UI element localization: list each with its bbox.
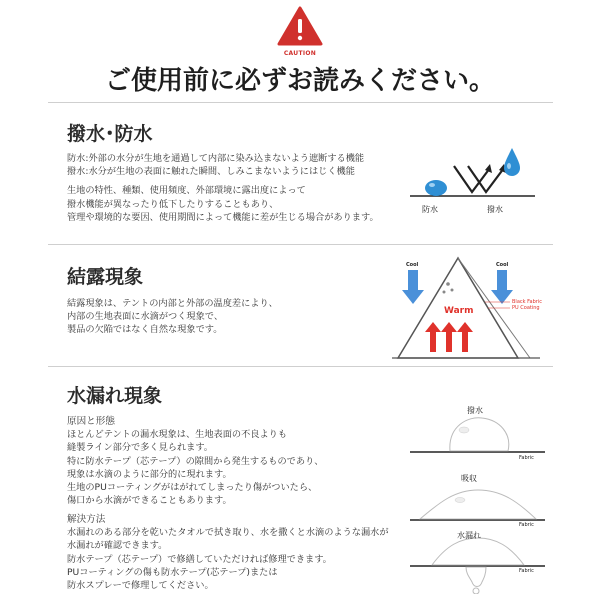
section-leak-title: 水漏れ現象 <box>67 385 163 407</box>
section-waterproof-title: 撥水･防水 <box>67 123 153 145</box>
divider <box>48 366 553 367</box>
leak-diagram-label-2: 吸収 <box>461 474 477 483</box>
text-line: 撥水:水分が生地の表面に触れた瞬間、しみこまないようにはじく機能 <box>67 166 355 178</box>
text-line: 水漏れが確認できます。 <box>67 540 168 552</box>
text-line: 防水テープ（芯テープ）で修繕していただければ修理できます。 <box>67 553 332 565</box>
section-condensation-text <box>67 297 278 337</box>
section-waterproof-text <box>67 152 379 224</box>
warning-icon <box>277 6 323 46</box>
black-fabric-label: Black Fabric <box>512 299 542 305</box>
fabric-label-3: Fabric <box>519 568 534 574</box>
section-leak-solution <box>67 513 389 592</box>
text-line: 撥水機能が異なったり低下したりすることもあり、 <box>67 198 279 210</box>
text-line: 結露現象は、テントの内部と外部の温度差により、 <box>67 298 278 309</box>
text-line: 生地のPUコーティングがはがれてしまったり傷がついたら、 <box>67 482 318 494</box>
fabric-label-2: Fabric <box>519 522 534 528</box>
subheading: 原因と形態 <box>67 416 115 427</box>
waterproof-label: 防水 <box>422 205 438 214</box>
cool-right-label: Cool <box>496 262 509 268</box>
section-condensation-title: 結露現象 <box>67 266 144 288</box>
leak-diagram-label-3: 水漏れ <box>457 531 481 540</box>
caution-badge <box>277 6 323 62</box>
text-line: 縫製ライン部分で多く見られます。 <box>67 442 213 454</box>
text-line: 現象は水滴のように部分的に現れます。 <box>67 468 232 480</box>
text-line: 防水スプレーで修理してください。 <box>67 580 214 592</box>
warm-label: Warm <box>444 306 474 316</box>
leak-diagrams <box>410 402 550 594</box>
water-repellent-label: 撥水 <box>487 205 503 214</box>
pu-coating-label: PU Coating <box>512 305 540 311</box>
divider <box>48 102 553 103</box>
text-line: 内部の生地表面に水滴がつく現象で、 <box>67 311 224 323</box>
divider <box>48 244 553 245</box>
text-line: 生地の特性、種類、使用頻度、外部環境に露出度によって <box>67 185 306 197</box>
text-line: 防水:外部の水分が生地を通過して内部に染み込まないよう遮断する機能 <box>67 153 365 164</box>
text-line: PUコーティングの傷も防水テープ(芯テープ)または <box>67 566 278 578</box>
fabric-label-1: Fabric <box>519 455 534 461</box>
section-leak-cause <box>67 415 323 507</box>
text-line: 傷口から水滴ができることもあります。 <box>67 495 232 507</box>
subheading: 解決方法 <box>67 514 106 525</box>
text-line: 製品の欠陥ではなく自然な現象です。 <box>67 324 223 336</box>
text-line: 管理や環境的な要因、使用期間によって機能に差が生じる場合があります。 <box>67 211 379 223</box>
cool-left-label: Cool <box>406 262 419 268</box>
caution-label: CAUTION <box>283 50 317 57</box>
page-title: ご使用前に必ずお読みください。 <box>104 66 495 96</box>
leak-diagram-label-1: 撥水 <box>467 406 483 415</box>
text-line: 水漏れのある部分を乾いたタオルで拭き取り、水を撒くと水滴のような漏水が <box>67 527 389 539</box>
text-line: ほとんどテントの漏水現象は、生地表面の不良よりも <box>67 429 288 441</box>
text-line: 特に防水テープ（芯テープ）の隙間から発生するものであり、 <box>67 455 324 467</box>
